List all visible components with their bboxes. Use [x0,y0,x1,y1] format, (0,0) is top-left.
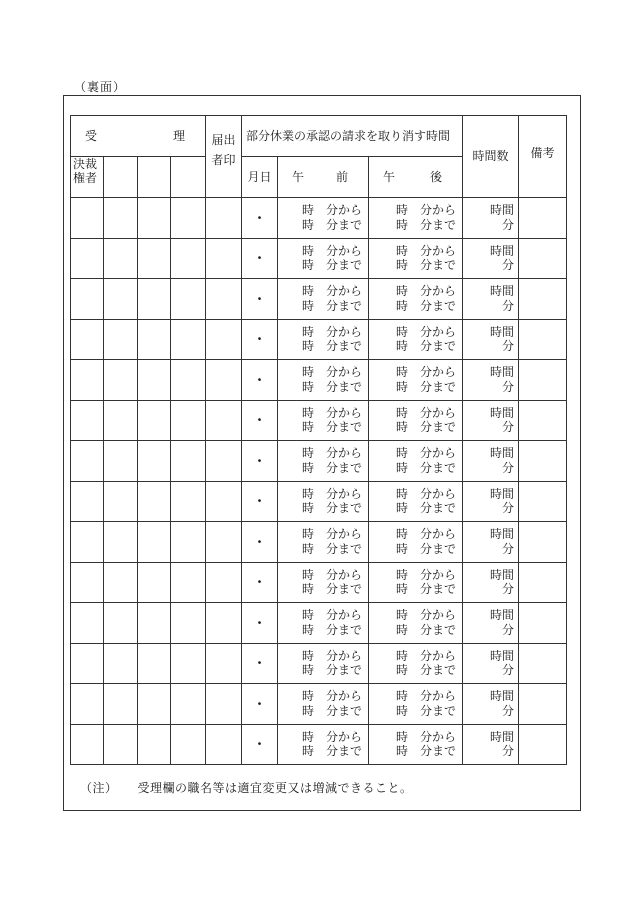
to-line: 時 分まで [396,339,457,354]
seal-cell[interactable] [206,522,242,563]
pm-time-cell[interactable] [369,522,463,563]
am-time-cell[interactable] [278,481,369,522]
table-row [71,522,567,563]
to-line: 時 分まで [302,622,363,637]
hours-cell[interactable] [463,724,519,765]
am-time-cell[interactable] [278,279,369,320]
to-line: 時 分まで [396,541,457,556]
uketsuke-header [71,116,206,157]
hours-label: 時間 [490,648,515,663]
hours-cell[interactable] [463,198,519,239]
pm-time-cell[interactable] [369,684,463,725]
input-cell[interactable] [171,481,206,522]
date-cell[interactable]: ・ [242,319,278,360]
seal-cell[interactable] [206,198,242,239]
remarks-cell[interactable] [519,643,567,684]
to-line: 時 分まで [396,258,457,273]
minutes-label: 分 [502,663,515,678]
from-line: 時 分から [396,203,457,218]
approver-cell [104,157,138,198]
seal-cell[interactable] [206,684,242,725]
table-row [71,198,567,239]
hours-cell[interactable] [463,441,519,482]
pm-time-cell[interactable] [369,441,463,482]
to-line: 時 分まで [302,339,363,354]
input-cell[interactable] [171,522,206,563]
kessai-line1: 決裁 [73,157,98,171]
input-cell[interactable] [138,562,171,603]
to-line: 時 分まで [302,582,363,597]
input-cell[interactable] [71,522,104,563]
from-line: 時 分から [302,405,363,420]
seal-cell[interactable] [206,238,242,279]
input-cell[interactable] [104,724,138,765]
hours-label: 時間 [490,405,515,420]
date-cell[interactable]: ・ [242,238,278,279]
to-line: 時 分まで [302,258,363,273]
to-line: 時 分まで [396,744,457,759]
minutes-label: 分 [502,298,515,313]
biko-header: 備考 [519,116,567,198]
pm-time-cell[interactable] [369,360,463,401]
remarks-cell[interactable] [519,198,567,239]
minutes-label: 分 [502,501,515,516]
from-line: 時 分から [396,365,457,380]
input-cell[interactable] [171,724,206,765]
input-cell[interactable] [138,724,171,765]
input-cell[interactable] [138,319,171,360]
to-line: 時 分まで [396,217,457,232]
from-line: 時 分から [396,608,457,623]
to-line: 時 分まで [396,379,457,394]
footnote-text: 受理欄の職名等は適宜変更又は増減できること。 [137,781,413,795]
to-line: 時 分まで [302,744,363,759]
uketsuke-label-right: 理 [173,128,186,143]
pm-time-cell[interactable] [369,198,463,239]
hours-cell[interactable] [463,360,519,401]
from-line: 時 分から [396,446,457,461]
approver-cell [171,157,206,198]
seal-cell[interactable] [206,481,242,522]
cancel-time-title: 部分休業の承認の請求を取り消す時間 [242,116,463,157]
to-line: 時 分まで [302,663,363,678]
remarks-cell[interactable] [519,603,567,644]
minutes-label: 分 [502,622,515,637]
table-row [71,238,567,279]
date-cell[interactable]: ・ [242,562,278,603]
input-cell[interactable] [71,603,104,644]
input-cell[interactable] [71,400,104,441]
minutes-label: 分 [502,744,515,759]
am-time-cell[interactable] [278,441,369,482]
remarks-cell[interactable] [519,319,567,360]
from-line: 時 分から [396,527,457,542]
from-line: 時 分から [302,324,363,339]
input-cell[interactable] [138,198,171,239]
minutes-label: 分 [502,541,515,556]
from-line: 時 分から [302,689,363,704]
input-cell[interactable] [104,643,138,684]
input-cell[interactable] [71,319,104,360]
input-cell[interactable] [138,481,171,522]
minutes-label: 分 [502,258,515,273]
from-line: 時 分から [396,567,457,582]
hours-label: 時間 [490,527,515,542]
to-line: 時 分まで [302,379,363,394]
pm-time-cell[interactable] [369,562,463,603]
to-line: 時 分まで [396,460,457,475]
input-cell[interactable] [171,238,206,279]
hours-cell[interactable] [463,279,519,320]
input-cell[interactable] [104,481,138,522]
am-time-cell[interactable] [278,198,369,239]
input-cell[interactable] [71,684,104,725]
hours-cell[interactable] [463,522,519,563]
to-line: 時 分まで [302,460,363,475]
input-cell[interactable] [71,360,104,401]
hours-label: 時間 [490,729,515,744]
to-line: 時 分まで [302,501,363,516]
hours-cell[interactable] [463,562,519,603]
table-body [71,198,567,765]
minutes-label: 分 [502,339,515,354]
to-line: 時 分まで [396,622,457,637]
from-line: 時 分から [396,486,457,501]
remarks-cell[interactable] [519,400,567,441]
input-cell[interactable] [138,360,171,401]
gozen-b: 前 [336,169,349,184]
am-time-cell[interactable] [278,400,369,441]
input-cell[interactable] [71,198,104,239]
minutes-label: 分 [502,379,515,394]
to-line: 時 分まで [396,420,457,435]
to-line: 時 分まで [396,501,457,516]
seal-cell[interactable] [206,643,242,684]
am-time-cell[interactable] [278,643,369,684]
table-row [71,360,567,401]
hours-label: 時間 [490,203,515,218]
to-line: 時 分まで [396,663,457,678]
table-row [71,643,567,684]
pm-time-cell[interactable] [369,279,463,320]
to-line: 時 分まで [396,582,457,597]
to-line: 時 分まで [302,703,363,718]
footnote-label: （注） [80,781,118,795]
input-cell[interactable] [138,643,171,684]
todokede-line2: 者印 [211,153,236,167]
input-cell[interactable] [71,562,104,603]
minutes-label: 分 [502,460,515,475]
seal-cell[interactable] [206,400,242,441]
from-line: 時 分から [302,729,363,744]
gogo-header [369,157,463,198]
hours-cell[interactable] [463,400,519,441]
date-cell[interactable]: ・ [242,279,278,320]
table-row [71,724,567,765]
pm-time-cell[interactable] [369,400,463,441]
hours-cell[interactable] [463,238,519,279]
kessai-line2: 権者 [73,171,98,186]
seal-cell[interactable] [206,724,242,765]
minutes-label: 分 [502,217,515,232]
date-cell[interactable]: ・ [242,522,278,563]
remarks-cell[interactable] [519,562,567,603]
am-time-cell[interactable] [278,319,369,360]
input-cell[interactable] [71,279,104,320]
table-row [71,279,567,320]
date-cell[interactable]: ・ [242,643,278,684]
hours-label: 時間 [490,486,515,501]
to-line: 時 分まで [302,217,363,232]
am-time-cell[interactable] [278,724,369,765]
hours-label: 時間 [490,324,515,339]
from-line: 時 分から [396,324,457,339]
date-cell[interactable]: ・ [242,684,278,725]
from-line: 時 分から [396,729,457,744]
from-line: 時 分から [396,405,457,420]
seal-cell[interactable] [206,603,242,644]
pm-time-cell[interactable] [369,724,463,765]
hours-label: 時間 [490,243,515,258]
seal-cell[interactable] [206,562,242,603]
input-cell[interactable] [171,198,206,239]
table-row [71,562,567,603]
from-line: 時 分から [302,527,363,542]
input-cell[interactable] [171,279,206,320]
input-cell[interactable] [71,481,104,522]
todokede-line1: 届出 [211,133,236,147]
date-cell[interactable]: ・ [242,441,278,482]
hours-cell[interactable] [463,603,519,644]
approver-cell [138,157,171,198]
input-cell[interactable] [138,603,171,644]
input-cell[interactable] [104,522,138,563]
table-row [71,441,567,482]
hours-label: 時間 [490,446,515,461]
to-line: 時 分まで [302,541,363,556]
am-time-cell[interactable] [278,238,369,279]
input-cell[interactable] [138,441,171,482]
from-line: 時 分から [396,284,457,299]
hours-label: 時間 [490,284,515,299]
remarks-cell[interactable] [519,481,567,522]
input-cell[interactable] [171,319,206,360]
input-cell[interactable] [104,441,138,482]
from-line: 時 分から [302,567,363,582]
input-cell[interactable] [171,603,206,644]
date-cell[interactable]: ・ [242,603,278,644]
pm-time-cell[interactable] [369,603,463,644]
date-cell[interactable]: ・ [242,724,278,765]
input-cell[interactable] [104,319,138,360]
input-cell[interactable] [171,684,206,725]
table-row [71,684,567,725]
table-row [71,481,567,522]
input-cell[interactable] [71,643,104,684]
gogo-a: 午 [383,169,396,184]
hours-cell[interactable] [463,481,519,522]
input-cell[interactable] [104,603,138,644]
input-cell[interactable] [104,238,138,279]
page-side-label: （裏面） [74,80,127,94]
hours-label: 時間 [490,608,515,623]
remarks-cell[interactable] [519,724,567,765]
gappi-header: 月日 [242,157,278,198]
hours-label: 時間 [490,365,515,380]
to-line: 時 分まで [302,298,363,313]
to-line: 時 分まで [396,298,457,313]
cancel-partial-leave-table [70,115,567,765]
from-line: 時 分から [396,648,457,663]
minutes-label: 分 [502,582,515,597]
input-cell[interactable] [71,441,104,482]
from-line: 時 分から [302,446,363,461]
table-row [71,319,567,360]
seal-cell[interactable] [206,441,242,482]
remarks-cell[interactable] [519,441,567,482]
remarks-cell[interactable] [519,684,567,725]
am-time-cell[interactable] [278,522,369,563]
input-cell[interactable] [71,238,104,279]
hours-cell[interactable] [463,319,519,360]
input-cell[interactable] [71,724,104,765]
hours-label: 時間 [490,689,515,704]
input-cell[interactable] [104,400,138,441]
pm-time-cell[interactable] [369,481,463,522]
to-line: 時 分まで [396,703,457,718]
seal-cell[interactable] [206,360,242,401]
todokede-header [206,116,242,198]
from-line: 時 分から [302,284,363,299]
input-cell[interactable] [104,684,138,725]
input-cell[interactable] [171,441,206,482]
table-row [71,603,567,644]
from-line: 時 分から [302,243,363,258]
uketsuke-label-left: 受 [85,128,98,143]
input-cell[interactable] [171,643,206,684]
pm-time-cell[interactable] [369,319,463,360]
input-cell[interactable] [171,400,206,441]
input-cell[interactable] [104,198,138,239]
input-cell[interactable] [171,562,206,603]
am-time-cell[interactable] [278,603,369,644]
gogo-b: 後 [430,169,443,184]
input-cell[interactable] [104,360,138,401]
input-cell[interactable] [138,279,171,320]
from-line: 時 分から [302,203,363,218]
from-line: 時 分から [302,608,363,623]
am-time-cell[interactable] [278,684,369,725]
date-cell[interactable]: ・ [242,400,278,441]
remarks-cell[interactable] [519,279,567,320]
footnote [80,779,413,796]
date-cell[interactable]: ・ [242,481,278,522]
from-line: 時 分から [302,648,363,663]
seal-cell[interactable] [206,279,242,320]
minutes-label: 分 [502,420,515,435]
remarks-cell[interactable] [519,360,567,401]
gozen-a: 午 [292,169,305,184]
input-cell[interactable] [138,400,171,441]
input-cell[interactable] [138,684,171,725]
pm-time-cell[interactable] [369,643,463,684]
input-cell[interactable] [171,360,206,401]
pm-time-cell[interactable] [369,238,463,279]
kessai-header [71,157,104,198]
remarks-cell[interactable] [519,238,567,279]
from-line: 時 分から [302,486,363,501]
input-cell[interactable] [138,238,171,279]
input-cell[interactable] [104,562,138,603]
to-line: 時 分まで [302,420,363,435]
table-row [71,400,567,441]
date-cell[interactable]: ・ [242,198,278,239]
seal-cell[interactable] [206,319,242,360]
from-line: 時 分から [302,365,363,380]
from-line: 時 分から [396,689,457,704]
date-cell[interactable]: ・ [242,360,278,401]
hours-cell[interactable] [463,684,519,725]
input-cell[interactable] [138,522,171,563]
hours-label: 時間 [490,567,515,582]
from-line: 時 分から [396,243,457,258]
jikansu-header: 時間数 [463,116,519,198]
remarks-cell[interactable] [519,522,567,563]
am-time-cell[interactable] [278,562,369,603]
minutes-label: 分 [502,703,515,718]
gozen-header [278,157,369,198]
input-cell[interactable] [104,279,138,320]
hours-cell[interactable] [463,643,519,684]
am-time-cell[interactable] [278,360,369,401]
